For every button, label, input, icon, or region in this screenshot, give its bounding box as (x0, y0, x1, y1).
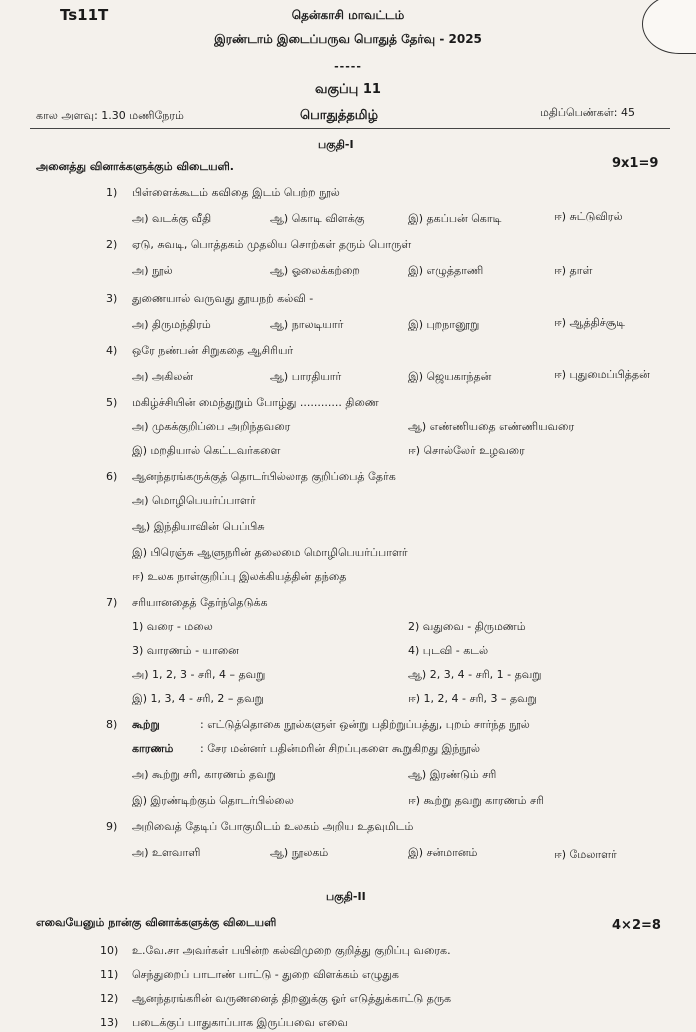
question-text: மகிழ்ச்சியின் மைந்துறும் போழ்து ............ திணை (132, 396, 379, 409)
question-number: 9) (106, 820, 118, 833)
question-number: 6) (106, 470, 118, 483)
question-text: அறிவைத் தேடிப் போகுமிடம் உலகம் அறிய உதவுமிடம் (132, 820, 414, 833)
option: அ) வடக்கு வீதி (132, 212, 212, 225)
match-pair: 3) வாரணம் - யானை (132, 644, 239, 657)
question-number: 7) (106, 596, 118, 609)
option: ஆ) கொடி விளக்கு (270, 212, 365, 225)
reason-label: காரணம் (132, 742, 174, 755)
question-text: பிள்ளைக்கூடம் கவிதை இடம் பெற்ற நூல் (132, 186, 340, 199)
question-text: ஒரே நண்பன் சிறுகதை ஆசிரியர் (132, 344, 294, 357)
paper-code: Ts11T (60, 6, 109, 24)
option: ஆ) இரண்டும் சரி (408, 768, 497, 781)
question-text: ஆனந்தரங்கரின் வருணனைத் திறனுக்கு ஓர் எடுத்துக்காட்டு தருக (132, 992, 452, 1005)
option: ஈ) மேலாளர் (554, 848, 617, 861)
option: ஆ) 2, 3, 4 - சரி, 1 - தவறு (408, 668, 542, 681)
option: ஆ) நாலடியார் (270, 318, 344, 331)
match-pair: 1) வரை - மலை (132, 620, 213, 633)
part1-score: 9x1=9 (612, 156, 659, 171)
question-number: 3) (106, 292, 118, 305)
option: இ) தகப்பன் கொடி (408, 212, 502, 225)
question-number: 2) (106, 238, 118, 251)
option: ஆ) எண்ணியதை எண்ணியவரை (408, 420, 575, 433)
option: ஆ) ஓலைக்கற்றை (270, 264, 360, 277)
option: அ) உளவாளி (132, 846, 201, 859)
subject-title: பொதுத்தமிழ் (300, 108, 379, 123)
option: ஈ) சுட்டுவிரல் (554, 210, 623, 223)
option: ஈ) கூற்று தவறு காரணம் சரி (408, 794, 544, 807)
question-number: 8) (106, 718, 118, 731)
part2-instruction: எவையேனும் நான்கு வினாக்களுக்கு விடையளி (36, 916, 277, 929)
question-text: ஏடு, சுவடி, பொத்தகம் முதலிய சொற்கள் தரும் பொருள் (132, 238, 412, 251)
exam-title: இரண்டாம் இடைப்பருவ பொதுத் தேர்வு - 2025 (214, 32, 482, 46)
option: இ) மறதியால் கெட்டவர்களை (132, 444, 281, 457)
option: அ) கூற்று சரி, காரணம் தவறு (132, 768, 276, 781)
question-text: உ.வே.சா அவர்கள் பயின்ற கல்விமுறை குறித்து குறிப்பு வரைக. (132, 944, 451, 957)
option: இ) 1, 3, 4 - சரி, 2 – தவறு (132, 692, 264, 705)
option: அ) அகிலன் (132, 370, 194, 383)
option: இ) புறநானூறு (408, 318, 480, 331)
option: இ) சன்மானம் (408, 846, 478, 859)
district-name: தென்காசி மாவட்டம் (291, 8, 405, 22)
question-text: ஆனந்தரங்கருக்குத் தொடர்பில்லாத குறிப்பைத் தேர்க (132, 470, 396, 483)
assertion-text: : எட்டுத்தொகை நூல்களுள் ஒன்று பதிற்றுப்பத்து, புறம் சார்ந்த நூல் (200, 718, 530, 731)
option: அ) திருமந்திரம் (132, 318, 211, 331)
separator-dashes: ----- (334, 60, 362, 73)
grade-label: வகுப்பு 11 (315, 82, 381, 97)
option: ஈ) தாள் (554, 264, 593, 277)
question-text: செந்துறைப் பாடாண் பாட்டு - துறை விளக்கம் எழுதுக (132, 968, 399, 981)
question-text: துணையால் வருவது தூயநற் கல்வி - (132, 292, 314, 305)
match-pair: 2) வதுவை - திருமணம் (408, 620, 526, 633)
option: ஈ) 1, 2, 4 - சரி, 3 – தவறு (408, 692, 537, 705)
option: அ) 1, 2, 3 - சரி, 4 – தவறு (132, 668, 266, 681)
option: அ) நூல் (132, 264, 173, 277)
question-text: படைக்குப் பாதுகாப்பாக இருப்பவை எவை (132, 1016, 348, 1029)
question-number: 10) (100, 944, 119, 957)
part2-score: 4×2=8 (612, 918, 661, 933)
option: அ) முகக்குறிப்பை அறிந்தவரை (132, 420, 291, 433)
question-number: 13) (100, 1016, 119, 1029)
part1-instruction: அனைத்து வினாக்களுக்கும் விடையளி. (36, 160, 234, 173)
reason-text: : சேர மன்னர் பதின்மரின் சிறப்புகளை கூறுகிறது இந்நூல் (200, 742, 481, 755)
option: இ) பிரெஞ்சு ஆளுநரின் தலைமை மொழிபெயர்ப்பாளர் (132, 546, 408, 559)
assertion-label: கூற்று (132, 718, 160, 731)
question-text: சரியானதைத் தேர்ந்தெடுக்க (132, 596, 268, 609)
time-duration: கால அளவு: 1.30 மணிநேரம் (36, 109, 184, 122)
question-number: 12) (100, 992, 119, 1005)
part2-title: பகுதி-II (326, 890, 366, 903)
option: ஆ) இந்தியாவின் பெப்பிசு (132, 520, 265, 533)
option: இ) எழுத்தாணி (408, 264, 484, 277)
question-number: 4) (106, 344, 118, 357)
option: ஈ) புதுமைப்பித்தன் (554, 368, 650, 381)
question-number: 1) (106, 186, 118, 199)
option: ஈ) சொல்லேர் உழவரை (408, 444, 525, 457)
option: ஈ) ஆத்திச்சூடி (554, 316, 626, 329)
part1-title: பகுதி-I (318, 138, 354, 151)
option: இ) இரண்டிற்கும் தொடர்பில்லை (132, 794, 294, 807)
option: ஆ) பாரதியார் (270, 370, 342, 383)
option: அ) மொழிபெயர்ப்பாளர் (132, 494, 256, 507)
match-pair: 4) புடவி - கடல் (408, 644, 489, 657)
question-number: 11) (100, 968, 119, 981)
option: இ) ஜெயகாந்தன் (408, 370, 492, 383)
question-number: 5) (106, 396, 118, 409)
header-rule (30, 128, 670, 129)
option: ஈ) உலக நாள்குறிப்பு இலக்கியத்தின் தந்தை (132, 570, 347, 583)
option: ஆ) நூலகம் (270, 846, 329, 859)
total-marks: மதிப்பெண்கள்: 45 (540, 106, 635, 119)
